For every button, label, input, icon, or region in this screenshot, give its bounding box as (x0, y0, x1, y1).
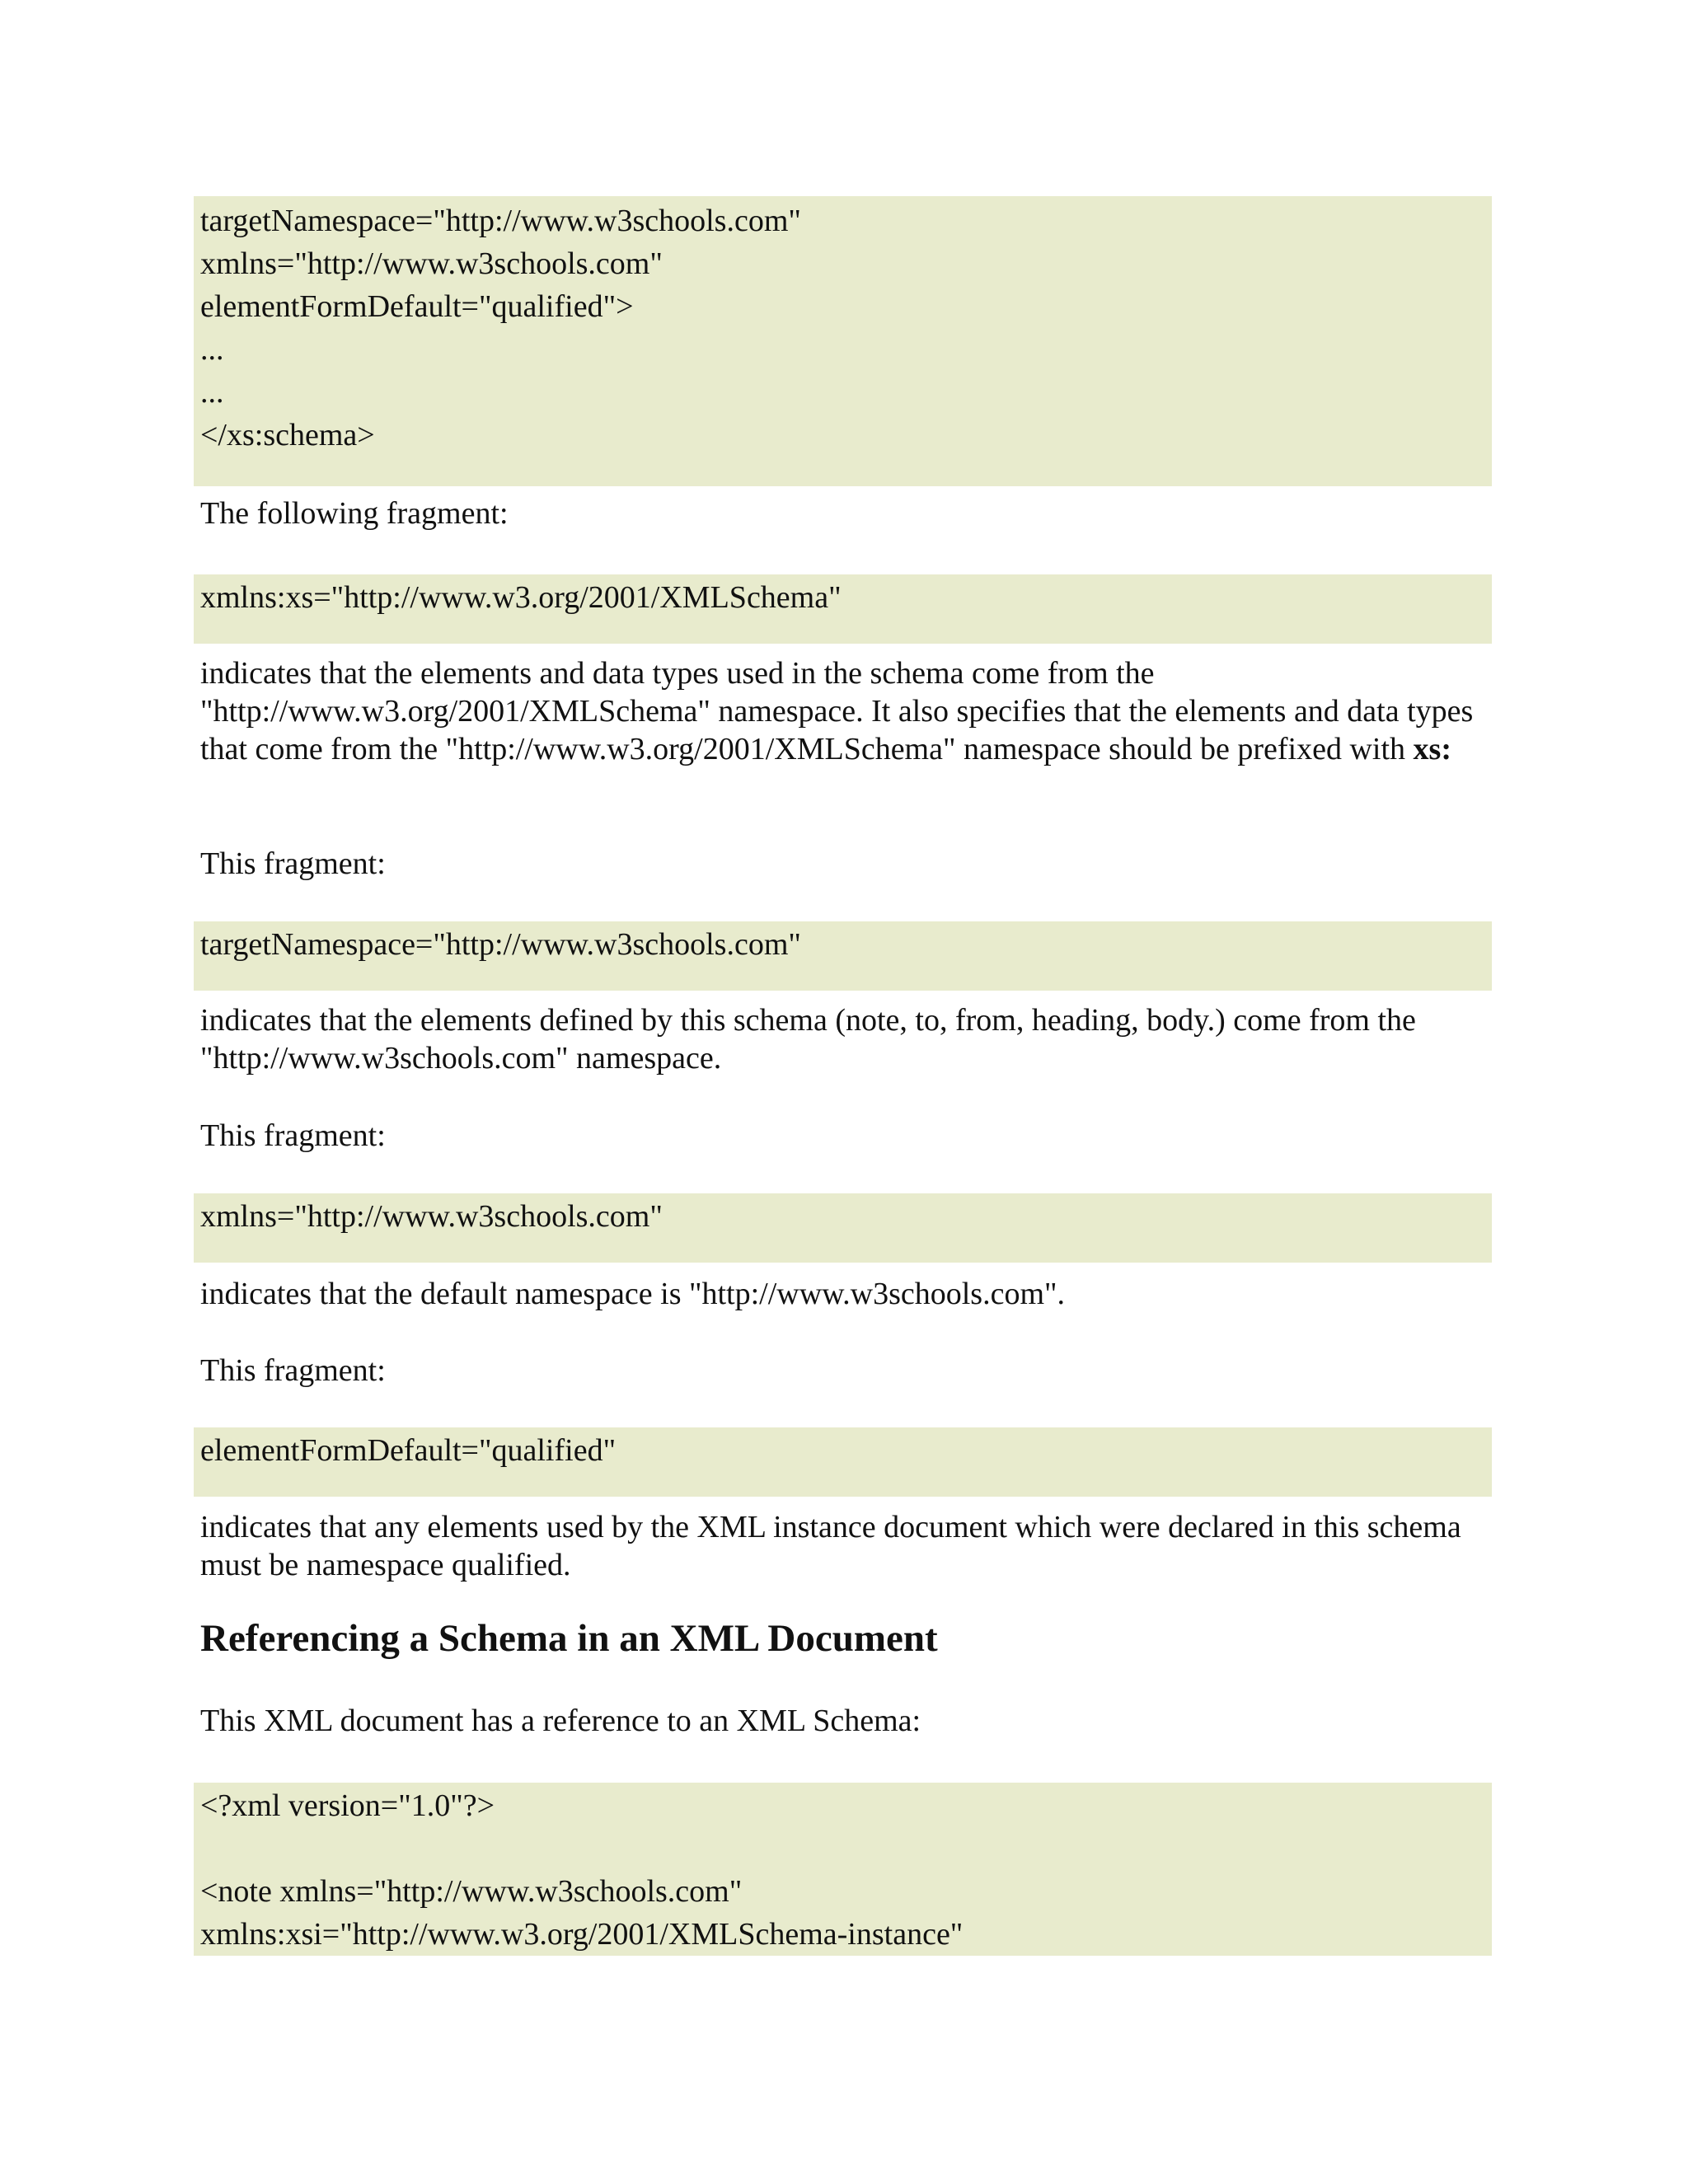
code-block-element-form-default (194, 1427, 1492, 1497)
bold-prefix: xs: (1413, 732, 1451, 766)
code-line: xmlns:xs="http://www.w3.org/2001/XMLSchema" (200, 580, 842, 615)
code-block-schema-attributes (194, 196, 1492, 486)
code-block-target-namespace (194, 921, 1492, 991)
code-line: ... (200, 375, 224, 410)
paragraph: The following fragment: (200, 496, 509, 531)
paragraph: This XML document has a reference to an XML Schema: (200, 1704, 921, 1738)
code-line: targetNamespace="http://www.w3schools.com" (200, 204, 801, 238)
paragraph (200, 654, 1492, 768)
code-block-xml-document (194, 1783, 1492, 1956)
code-line: </xs:schema> (200, 418, 375, 452)
paragraph: indicates that the elements defined by this schema (note, to, from, heading, body.) come from the "http://www.w3schools.com" namespace. (200, 1003, 1416, 1076)
paragraph-text: indicates that the elements and data types used in the schema come from the "http://www.w3.org/2001/XMLSchema" namespace. It also specifies that the elements and data types that come from the "http://www.w3.org/2001/XMLSchema" namespace should be prefixed with (200, 656, 1474, 766)
code-line: <?xml version="1.0"?> (200, 1788, 495, 1823)
code-line: ... (200, 332, 224, 367)
code-line: <note xmlns="http://www.w3schools.com" (200, 1874, 743, 1909)
paragraph: This fragment: (200, 1118, 386, 1153)
code-block-default-namespace (194, 1193, 1492, 1263)
code-line: xmlns="http://www.w3schools.com" (200, 1199, 663, 1234)
code-line (200, 1827, 1492, 1870)
paragraph: indicates that any elements used by the XML instance document which were declared in this schema must be namespace qualified. (200, 1510, 1461, 1582)
code-line: xmlns:xsi="http://www.w3.org/2001/XMLSchema-instance" (200, 1917, 964, 1952)
code-line: elementFormDefault="qualified"> (200, 289, 634, 324)
code-line: targetNamespace="http://www.w3schools.com" (200, 927, 801, 962)
code-block-xmlns-xs (194, 574, 1492, 644)
paragraph: This fragment: (200, 846, 386, 881)
paragraph: This fragment: (200, 1353, 386, 1388)
code-line: xmlns="http://www.w3schools.com" (200, 246, 663, 281)
section-heading: Referencing a Schema in an XML Document (200, 1617, 938, 1660)
code-line: elementFormDefault="qualified" (200, 1433, 617, 1468)
paragraph: indicates that the default namespace is "http://www.w3schools.com". (200, 1277, 1066, 1311)
